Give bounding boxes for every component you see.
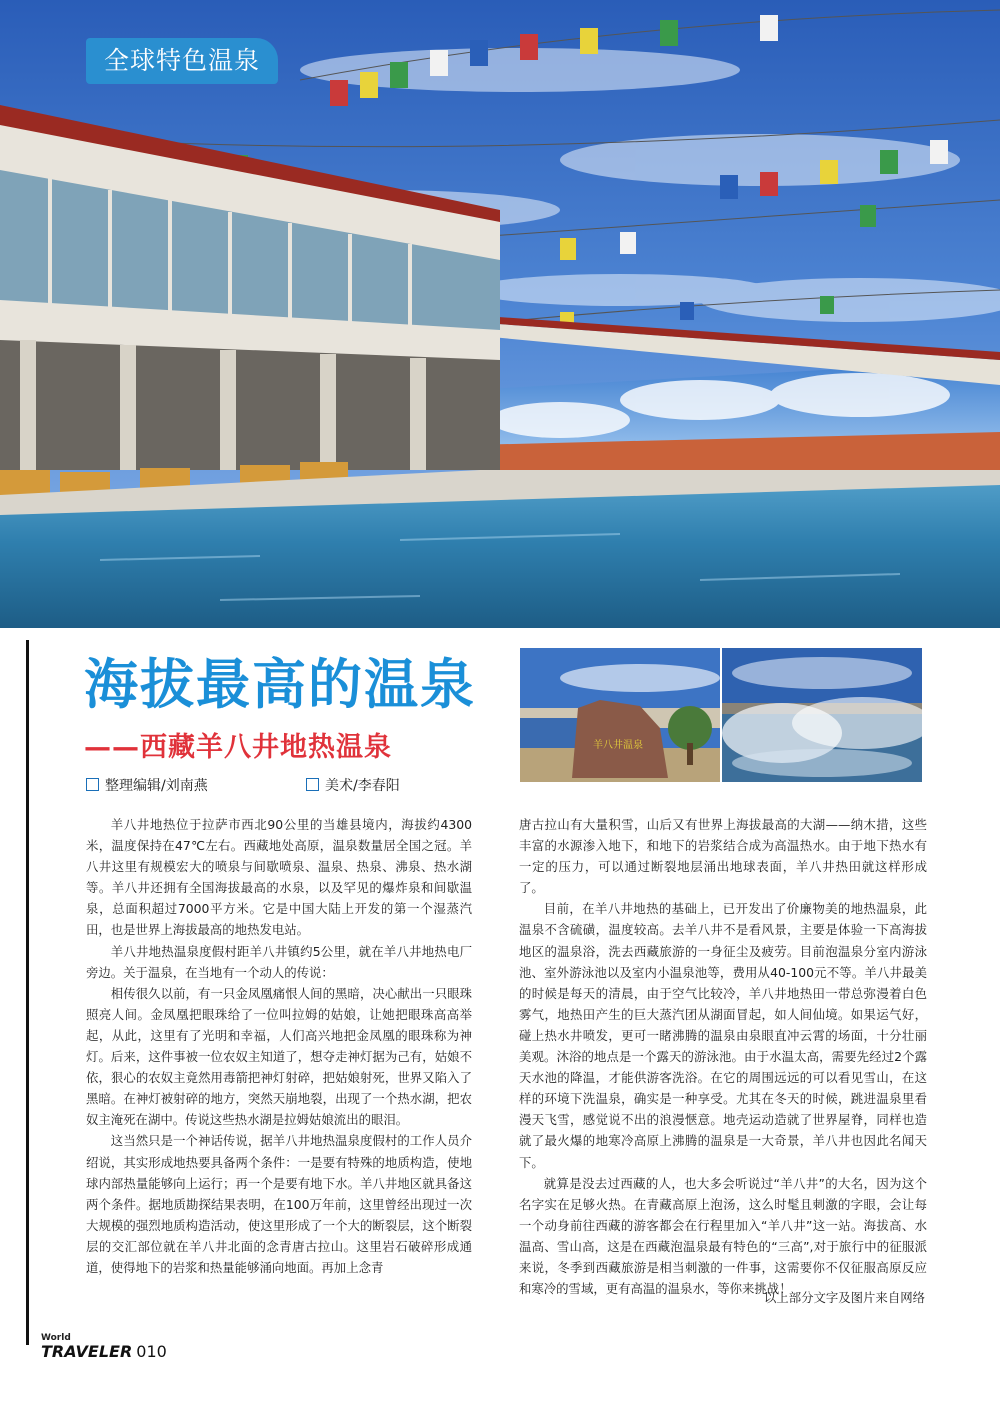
thumbnail-photo-stone [520,648,720,782]
paragraph: 羊八井地热位于拉萨市西北90公里的当雄县境内，海拔约4300米，温度保持在47℃左右。西藏地处高原，温泉数量居全国之冠。羊八井这里有规模宏大的喷泉与间歇喷泉、温泉、热泉、沸泉、热水湖等。羊八井还拥有全国海拔最高的水泉，以及罕见的爆炸泉和间歇温泉，总面积超过7000平方米。它是中国大陆上开发的第一个湿蒸汽田，也是世界上海拔最高的地热发电站。 [86,817,472,938]
paragraph: 相传很久以前，有一只金凤凰痛恨人间的黑暗，决心献出一只眼珠照亮人间。金凤凰把眼珠给了一位叫拉姆的姑娘，让她把眼珠高高举起，从此，这里有了光明和幸福，人们高兴地把金凤凰的眼珠称为神灯。后来，这件事被一位农奴主知道了，想夺走神灯据为己有，姑娘不依，狠心的农奴主竟然用毒箭把神灯射碎，把姑娘射死，世界又陷入了黑暗。在神灯被射碎的地方，突然天崩地裂，出现了一个热水湖，把农奴主淹死在湖中。传说这些热水湖是拉姆姑娘流出的眼泪。 [86,985,472,1128]
page-number: 010 [136,1342,167,1361]
thumbnail-photo-steam [722,648,922,782]
credit-editor [86,775,208,797]
paragraph: 就算是没去过西藏的人，也大多会听说过“羊八井”的大名，因为这个名字实在足够火热。在青藏高原上泡汤，这么时髦且刺激的字眼，会让每一个动身前往西藏的游客都会在行程里加入“羊八井”这一站。海拔高、水温高、雪山高，这是在西藏泡温泉最有特色的“三高”,对于旅行中的征服派来说，冬季到西藏旅游是相当刺激的一件事，这需要你不仅征服高原反应和寒冷的雪域，更有高温的温泉水，等你来挑战！ [519,1175,927,1297]
source-note: 以上部分文字及图片来自网络 [763,1290,925,1305]
credit-art [306,775,400,797]
hero-photo [0,0,1000,628]
page-folio [41,1333,167,1361]
article-title: 海拔最高的温泉 [84,653,476,716]
checkbox-square-icon [306,778,319,791]
article-subtitle: ——西藏羊八井地热温泉 [84,732,392,763]
paragraph-continued: 唐古拉山有大量积雪，山后又有世界上海拔最高的大湖——纳木措，这些丰富的水源渗入地下，和地下的岩浆结合成为高温热水。由于地下热水有一定的压力，可以通过断裂地层涌出地球表面，羊八井热田就这样形成了。 [519,817,927,896]
left-margin-rule [26,640,29,1345]
paragraph: 这当然只是一个神话传说，据羊八井地热温泉度假村的工作人员介绍说，其实形成地热要具备两个条件：一是要有特殊的地质构造，使地球内部热量能够向上运行；再一个是要有地下水。羊八井地区就具备这两个条件。据地质勘探结果表明，在100万年前，这里曾经出现过一次大规模的强烈地质构造活动，使这里形成了一个大的断裂层，这个断裂层的交汇部位就在羊八井北面的念青唐古拉山。这里岩石破碎形成通道，使得地下的岩浆和热量能够涌向地面。再加上念青 [86,1133,472,1275]
section-label: 全球特色温泉 [86,38,278,84]
folio-magazine: TRAVELER [41,1342,133,1361]
paragraph: 羊八井地热温泉度假村距羊八井镇约5公里，就在羊八井地热电厂旁边。关于温泉，在当地有一个动人的传说： [86,943,472,980]
credit-editor-text: 整理编辑/刘南燕 [105,778,208,794]
paragraph: 目前，在羊八井地热的基础上，已开发出了价廉物美的地热温泉，此温泉不含硫磺，温度较高。去羊八井不是看风景，主要是体验一下高海拔地区的温泉浴，洗去西藏旅游的一身征尘及疲劳。目前泡温泉分室内游泳池、室外游泳池以及室内小温泉池等，费用从40-100元不等。羊八井最美的时候是每天的清晨，由于空气比较冷，羊八井地热田一带总弥漫着白色雾气，地热田产生的巨大蒸汽团从湖面冒起，如人间仙境。如果运气好，碰上热水井喷发，更可一睹沸腾的温泉由泉眼直冲云霄的场面，十分壮丽美观。沐浴的地点是一个露天的游泳池。由于水温太高，需要先经过2个露天水池的降温，才能供游客洗浴。在它的周围远远的可以看见雪山，在这样的环境下洗温泉，确实是一种享受。尤其在冬天的时候，跳进温泉里看漫天飞雪，感觉说不出的浪漫惬意。地壳运动造就了世界屋脊，同样也造就了最火爆的地寒冷高原上沸腾的温泉是一大奇景，羊八井也因此名闻天下。 [519,901,927,1170]
article-column-left [86,814,472,1278]
article-column-right [519,814,927,1299]
credit-art-text: 美术/李春阳 [325,778,400,794]
stone-carving-text: 羊八井温泉 [593,740,643,751]
folio-world: World [41,1333,71,1343]
checkbox-square-icon [86,778,99,791]
